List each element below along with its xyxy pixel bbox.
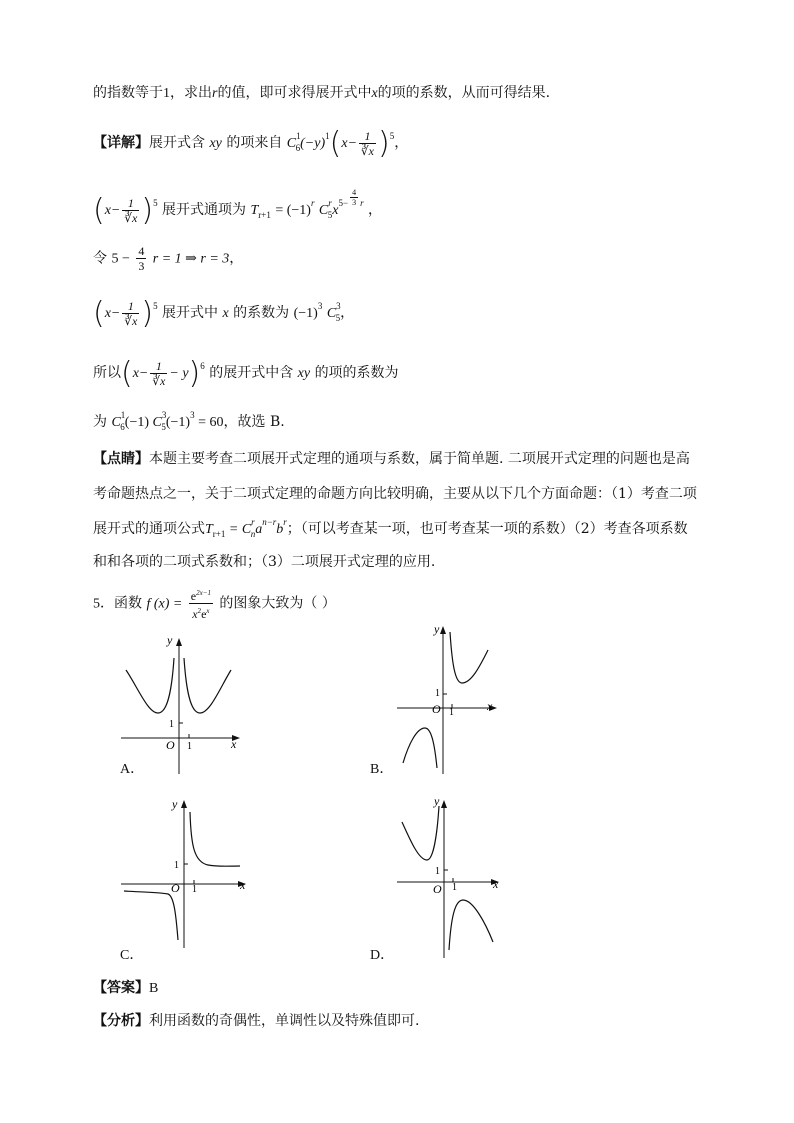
punctuation: ， [340,305,355,321]
exp-base: e [190,589,197,603]
conclusion-text: 的展开式中含 [209,365,294,381]
combination-sub: n [250,529,256,539]
power: 6 [200,361,205,371]
intro-text: 的项的系数，从而可得结果. [377,85,551,101]
exponent: 2x−1 [196,589,211,597]
origin-label: O [432,702,441,716]
curve-left [402,806,439,860]
power: r [310,198,315,208]
detail-tag: 【详解】 [93,135,149,151]
comment-text: ；（可以考查某一项，也可考查某一项的系数）（2）考查各项系数 [286,521,688,537]
result-text: ，故选 B. [223,414,285,430]
var-x: x− [104,203,121,218]
analysis-text: 利用函数的奇偶性，单调性以及特殊值即可. [149,1013,420,1029]
paren-open: ( [121,356,133,391]
graph-option-c [118,790,258,950]
fraction [136,244,146,273]
fraction-denominator: ∛x [361,143,375,158]
fraction [122,299,139,328]
intro-text: ，求出 [170,85,212,101]
formula-T: T [205,522,213,537]
equation-part: r = 1 ⇒ r = 3 [152,251,230,267]
fraction-denominator: 3 [352,198,357,207]
var-x: x [222,306,229,321]
comment-line-4 [93,551,435,571]
graph-option-a [118,628,248,776]
exponent-fraction [350,188,358,207]
question-number: 5． [93,596,114,612]
intro-variable: x [371,86,378,101]
combination-symbol: C [318,203,329,218]
combination-sup: 1 [120,410,126,420]
power: 1 [325,131,330,141]
formula-T: T [250,203,259,218]
comment-text: 展开式的通项公式 [93,521,205,537]
fraction [122,196,139,225]
exponent: n−r [262,517,277,527]
power: 5 [153,301,158,311]
equation-part: 5 − [111,251,130,267]
combination-sub: 6 [120,422,125,432]
fraction [359,129,376,158]
intro-number: 1 [163,86,170,101]
x-axis-label: x [231,737,237,751]
combination-sup: 3 [161,410,167,420]
comment-line-1 [93,448,690,468]
power: 5 [153,198,158,208]
y-axis-arrow [441,800,447,808]
var-a: a [255,522,263,537]
general-term-line [93,188,382,228]
combination-sup: r [251,517,255,527]
answer-value: B [149,981,159,996]
combination-symbol: C [111,415,121,430]
var-x: x− [132,366,149,381]
punctuation: ， [229,250,244,267]
punctuation: ， [368,202,383,218]
curve-right [184,658,231,713]
exponent: x [206,607,210,615]
fraction-numerator: 1 [122,196,139,211]
y-axis-arrow [181,800,187,808]
y-tick-label: 1 [169,719,174,730]
result-line [93,410,285,432]
comment-tag: 【点睛】 [93,451,149,467]
graph-option-d [395,792,507,962]
y-axis-label: y [434,794,440,808]
curve-right [449,900,493,950]
formula-sub: r+1 [212,529,226,539]
punctuation: ， [394,135,409,151]
fraction-denominator: 3 [138,259,145,273]
conclusion-prefix: 所以 [93,365,121,381]
result-prefix: 为 [93,414,107,430]
comment-line-3 [93,517,688,539]
question-line [93,586,336,621]
formula-sub: r+1 [258,210,271,220]
combination-symbol: C [286,136,297,151]
fraction-denominator: ∛x [124,210,138,225]
detail-text: 展开式含 [149,135,205,151]
intro-line [93,82,550,102]
result-value: = 60 [194,415,224,430]
exponent: r [360,198,364,208]
option-a-label: A． [120,762,145,777]
combination-sup: 3 [336,301,341,311]
paren-close: ) [188,356,201,391]
curve-left [124,891,178,940]
fraction-denominator: ∛x [124,313,138,328]
term-xy: xy [209,136,222,151]
analysis-tag: 【分析】 [93,1013,149,1029]
option-d-label: D． [370,948,395,963]
combination-symbol: C [326,306,337,321]
paren-close: ) [378,126,390,161]
let-prefix: 令 [93,250,107,267]
coefficient-value: (−1) [293,306,318,321]
var-x: x [192,607,198,621]
answer-line [93,977,158,997]
origin-label: O [433,882,442,896]
paren-open: ( [329,126,342,161]
y-axis-label: y [167,633,173,647]
result-factor: (−1) [165,415,191,430]
analysis-line [93,1010,419,1030]
x-tick-label: 1 [187,741,192,752]
term-neg-y: − y [169,366,189,381]
paren-open: ( [93,296,105,331]
paren-close: ) [141,296,154,331]
conclusion-text: 的项的系数为 [314,365,399,381]
coefficient-text: 的系数为 [233,305,290,321]
y-tick-label: 1 [435,866,440,877]
fraction-numerator: 1 [359,129,376,144]
comment-line-2 [93,483,697,503]
exponent: 5− [338,198,349,208]
combination-symbol: = C [225,522,252,537]
curve-right [450,632,488,683]
combination-sub: 6 [295,143,301,153]
power: 3 [317,301,323,311]
option-c-label: C． [120,948,144,963]
curve-right [190,812,240,866]
x-axis-label: x [240,878,246,892]
intro-text: 的值，即可求得展开式中 [217,85,372,101]
formula-rest: = (−1) [275,203,311,218]
comment-text: 本题主要考查二项展开式定理的通项与系数，属于简单题. 二项展开式定理的问题也是高 [149,451,690,467]
coefficient-text: 展开式中 [162,305,219,321]
x-axis-label: x [493,877,499,891]
term-neg-y: (−y) [300,136,326,151]
power: 5 [389,131,395,141]
x-tick-label: 1 [449,707,454,718]
y-tick-label: 1 [435,688,440,699]
x-tick-label: 1 [452,882,457,893]
origin-label: O [171,881,180,895]
term-xy: xy [297,366,311,381]
option-b-label: B． [370,762,394,777]
origin-label: O [166,738,175,752]
paren-close: ) [141,193,154,228]
exponent: 2 [197,607,202,615]
combination-sub: 5 [161,422,166,432]
fraction-numerator: 1 [122,299,139,314]
y-axis-label: y [434,622,440,636]
fraction-numerator [189,586,213,604]
var-x: x− [104,306,121,321]
fraction-denominator: ∛x [152,373,166,388]
x-axis-label: x [487,699,493,713]
fraction-numerator: 4 [352,188,357,197]
paren-open: ( [93,193,105,228]
combination-sub: 5 [327,210,333,220]
fraction-numerator: 1 [150,359,167,374]
fraction-numerator: 4 [138,244,145,258]
combination-sup: r [328,198,332,208]
answer-tag: 【答案】 [93,980,149,996]
exponent: r [283,517,287,527]
graph-option-b [395,618,505,776]
y-axis-label: y [172,797,178,811]
function-name: f (x) = [146,596,183,612]
detail-text: 的项来自 [226,135,283,151]
coefficient-line [93,296,354,331]
combination-sub: 5 [335,313,341,323]
intro-text: 的指数等于 [93,85,163,101]
function-fraction [189,586,213,621]
general-term-text: 展开式通项为 [162,202,247,218]
intro-variable: r [212,86,218,101]
curve-left [403,728,437,768]
y-axis-arrow [440,626,446,634]
fraction [150,359,167,388]
y-axis-arrow [176,638,182,646]
conclusion-line [93,356,399,391]
x-tick-label: 1 [192,884,197,895]
curve-left [126,658,174,713]
var-x: x− [341,136,358,151]
detail-line [93,126,408,161]
var-x: x [332,203,339,218]
combination-sup: 1 [296,131,301,141]
combination-term [286,131,301,153]
comment-text: 和和各项的二项式系数和；（3）二项展开式定理的应用. [93,554,436,570]
question-text: 的图象大致为（ ） [219,595,336,612]
fraction-denominator [189,604,213,621]
exp-base: e [201,607,207,621]
comment-text: 考命题热点之一，关于二项式定理的命题方向比较明确，主要从以下几个方面命题：（1）考查二项 [93,486,697,502]
let-line [93,244,243,273]
power: 3 [190,410,195,420]
result-factor: (−1) [124,415,153,430]
var-b: b [276,522,284,537]
question-text: 函数 [114,595,142,612]
combination-symbol: C [152,415,162,430]
y-tick-label: 1 [174,860,179,871]
